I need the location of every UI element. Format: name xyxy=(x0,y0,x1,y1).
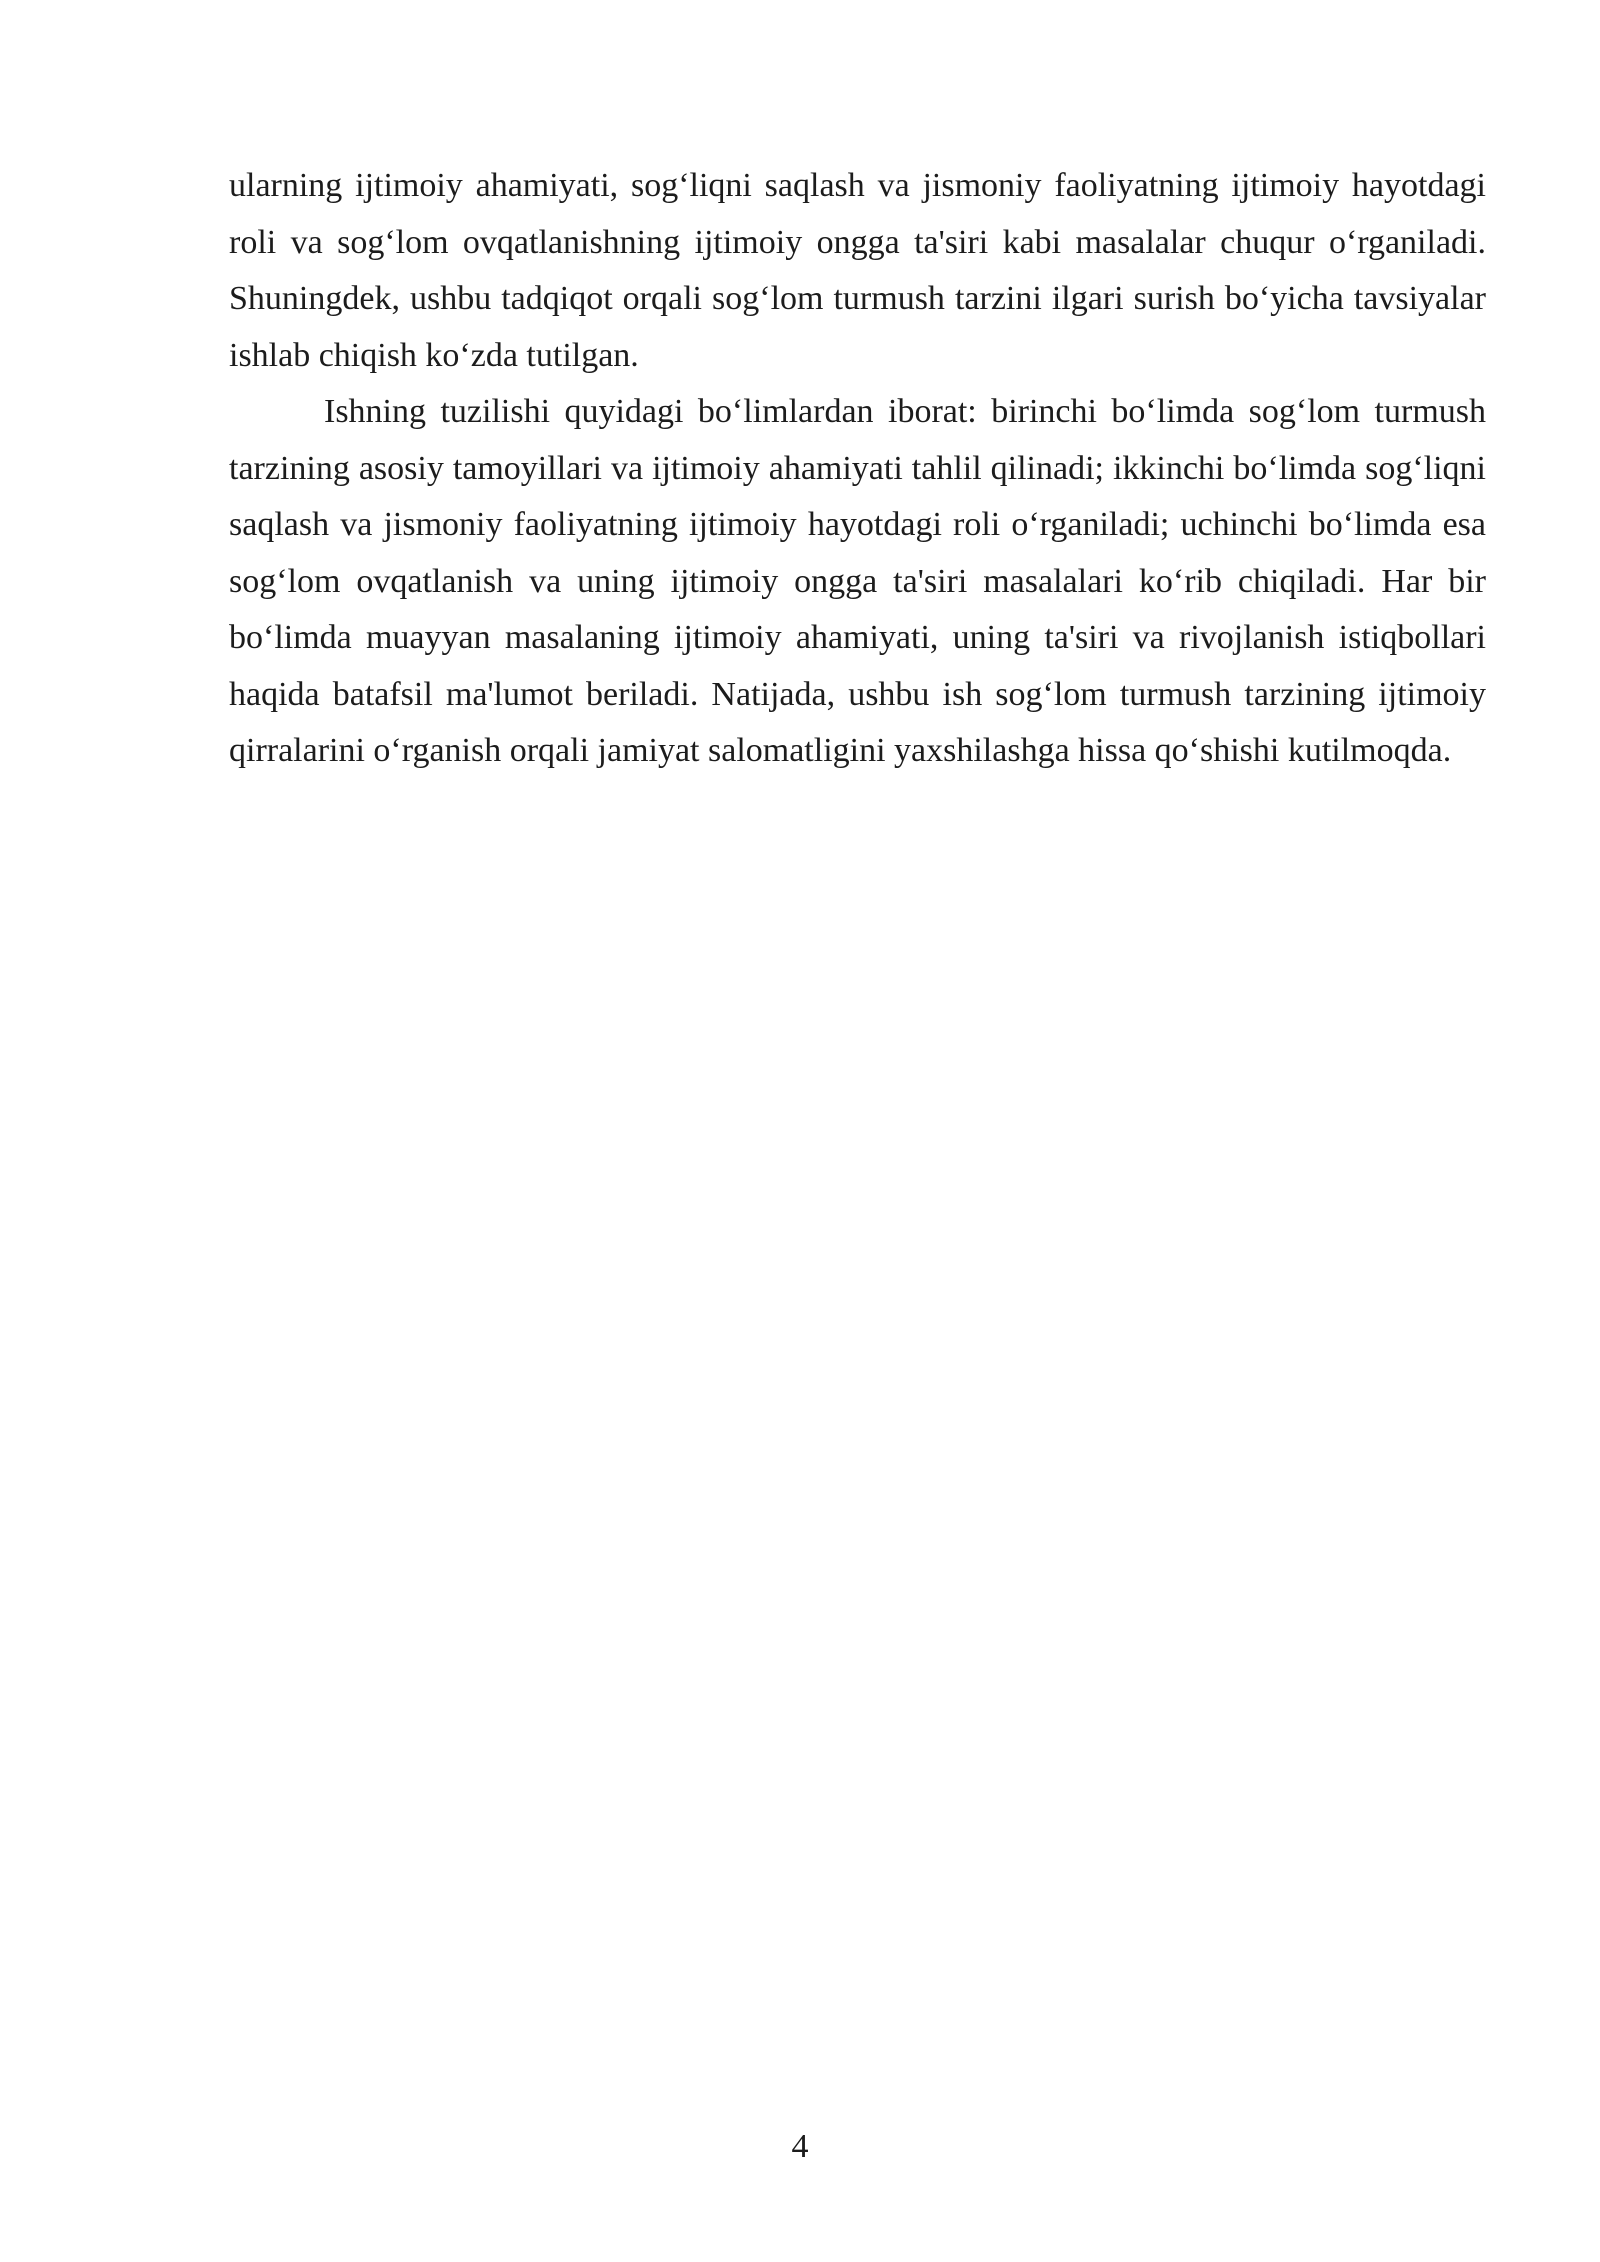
paragraph-continued: ularning ijtimoiy ahamiyati, sog‘liqni saqlash va jismoniy faoliyatning ijtimoiy hayotdagi roli va sog‘lom ovqatlanishning ijtimoiy ongga ta'siri kabi masalalar chuqur o‘rganiladi. Shuningdek, ushbu tadqiqot orqali sog‘lom turmush tarzini ilgari surish bo‘yicha tavsiyalar ishlab chiqish ko‘zda tutilgan. xyxy=(229,167,1486,374)
paragraph-structure: Ishning tuzilishi quyidagi bo‘limlardan iborat: birinchi bo‘limda sog‘lom turmush tarzining asosiy tamoyillari va ijtimoiy ahamiyati tahlil qilinadi; ikkinchi bo‘limda sog‘liqni saqlash va jismoniy faoliyatning ijtimoiy hayotdagi roli o‘rganiladi; uchinchi bo‘limda esa sog‘lom ovqatlanish va uning ijtimoiy ongga ta'siri masalalari ko‘rib chiqiladi. Har bir bo‘limda muayyan masalaning ijtimoiy ahamiyati, uning ta'siri va rivojlanish istiqbollari haqida batafsil ma'lumot beriladi. Natijada, ushbu ish sog‘lom turmush tarzining ijtimoiy qirralarini o‘rganish orqali jamiyat salomatligini yaxshilashga hissa qo‘shishi kutilmoqda. xyxy=(229,393,1486,769)
body-text xyxy=(229,158,1486,780)
page-number: 4 xyxy=(791,2128,809,2165)
